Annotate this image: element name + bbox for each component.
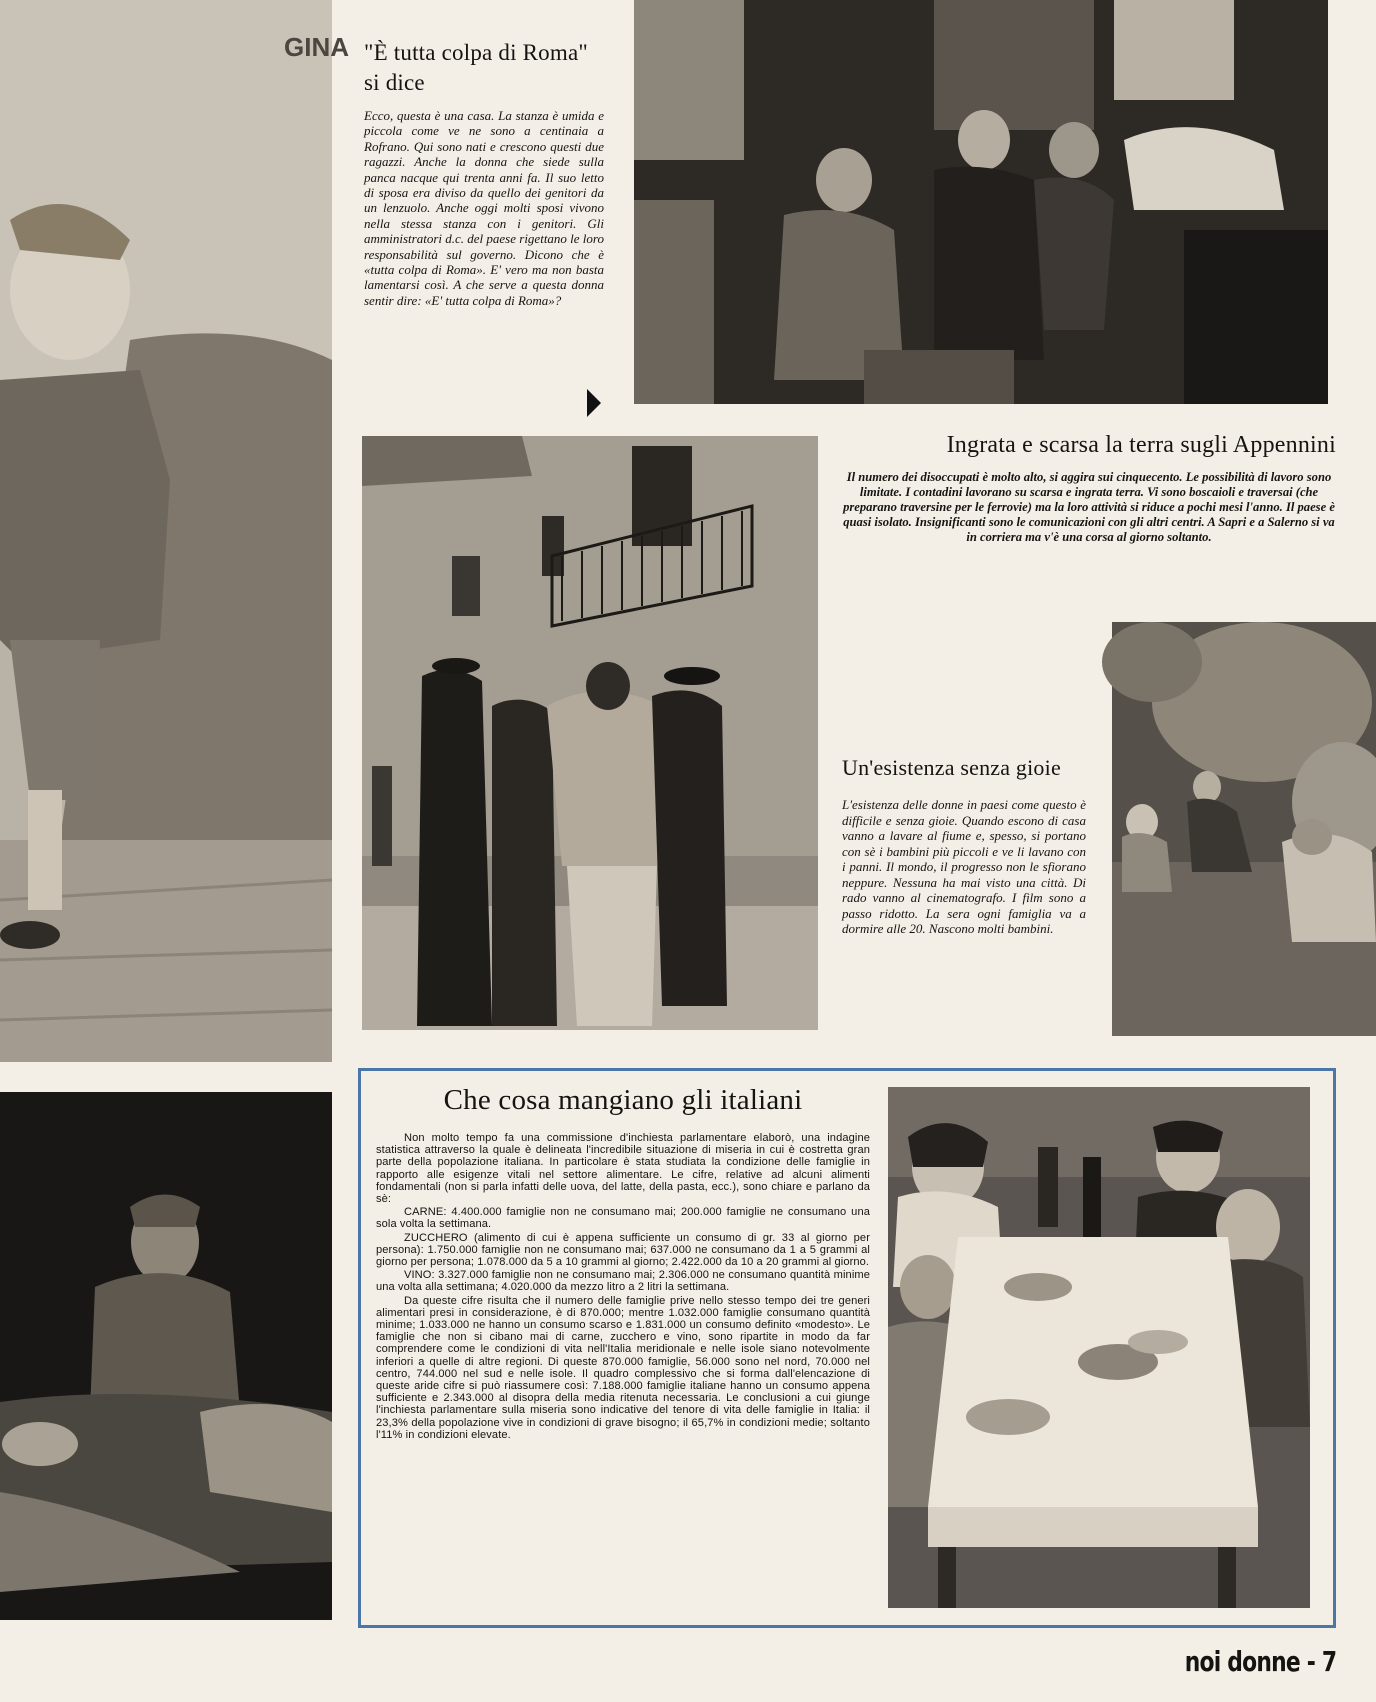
article-food-paragraph-intro: Non molto tempo fa una commissione d'inchiesta parlamentare elaborò, una indagine statistica attraverso la quale è delineata l'incredibile situazione di miseria in cui è costretta gran parte della popolazione italiana. In particolare è stata studiata la condizione delle famiglie in rapporto alle esigenze vitali nel settore alimentare. Le cifre, relative ad alcuni alimenti fondamentali (non si parla infatti delle uova, del latte, della pasta, ecc.), sono chiare e parlano da sè: [376,1132,870,1206]
article-food-paragraph-carne: CARNE: 4.400.000 famiglie non ne consumano mai; 200.000 famiglie ne consumano una sola volta la settimana. [376,1206,870,1231]
article-food-paragraph-zucchero: ZUCCHERO (alimento di cui è appena sufficiente un consumo di gr. 33 al giorno per persona): 1.750.000 famiglie non ne consumano mai; 637.000 ne consumano da 1 a 5 grammi al giorno per persona; 1.078.000 da 5 a 10 grammi al giorno; 2.422.000 da 10 a 20 grammi al giorno. [376,1231,870,1269]
article-food-title: Che cosa mangiano gli italiani [443,1084,803,1116]
wall-graffiti-text: GINA [284,32,349,62]
article-esistenza-body: L'esistenza delle donne in paesi come questo è difficile e senza gioie. Quando escono di casa vanno a lavare al fiume e, spesso, si portano con sè i bambini più piccoli e ve li lavano con i panni. Il mondo, il progresso non le sfiorano neppure. Nessuna ha mai visto una città. Di rado vanno al cinematografo. I film sono a passo ridotto. La sera ogni famiglia va a dormire alle 20. Nascono molti bambini. [842,797,1086,936]
photo-family-interior [634,0,1328,404]
article-food [376,1080,870,1441]
article-terra-body: Il numero dei disoccupati è molto alto, si aggira sui cinquecento. Le possibilità di lavoro sono limitate. I contadini lavorano su scarsa e ingrata terra. Vi sono boscaioli e traversai (che preparano traversine per le ferrovie) ma la loro attività si riduce a pochi mesi l'anno. Il paese è quasi isolato. Insignificanti sono le comunicazioni con gli altri centri. A Sapri e a Salerno si va in corriera ma v'è una corsa al giorno soltanto. [843,470,1335,544]
photo-child-in-dark-room [0,1092,332,1620]
article-roma-body: Ecco, questa è una casa. La stanza è umida e piccola come ve ne sono a centinaia a Rofrano. Qui sono nati e crescono questi due ragazzi. Anche la donna che siede sulla panca nacque qui trenta anni fa. Il suo letto di sposa era diviso da quello dei genitori da un lenzuolo. Anche oggi molti sposi vivono nella stessa stanza con i genitori. Gli amministratori d.c. del paese rigettano le loro responsabilità sul governo. Dicono che è «tutta colpa di Roma». E' vero ma non basta lamentarsi così. A che serve a questa donna sentir dire: «E' tutta colpa di Roma»? [364,108,604,308]
photo-women-at-river [1112,622,1376,1036]
article-terra [842,430,1336,545]
article-esistenza-title: Un'esistenza senza gioie [842,755,1061,780]
article-food-paragraph-vino: VINO: 3.327.000 famiglie non ne consumano mai; 2.306.000 ne consumano quantità minime una volta alla settimana; 4.020.000 da mezzo litro a 2 litri la settimana. [376,1269,870,1294]
article-roma [364,38,604,308]
photo-men-village-street [362,436,818,1030]
article-terra-title: Ingrata e scarsa la terra sugli Appennini [946,432,1336,458]
article-esistenza [842,752,1086,937]
article-roma-title: "È tutta colpa di Roma" si dice [364,40,588,95]
article-food-paragraph-conclusion: Da queste cifre risulta che il numero delle famiglie prive nello stesso tempo dei tre generi alimentari presi in considerazione, è di 870.000; mentre 1.032.000 famiglie consumano quantità minime; 1.033.000 ne hanno un consumo scarso e 1.831.000 un consumo definito «modesto». Le famiglie che non si cibano mai di carne, zucchero e vino, sono ripartite in modo da far comprendere come le condizioni di vita nell'Italia meridionale e nelle isole siano notevolmente inferiori a quelle di altre regioni. Di queste 870.000 famiglie, 56.000 sono nel nord, 70.000 nel centro, 744.000 nel sud e nelle isole. Il quadro complessivo che si forma dall'elencazione di queste aride cifre si può riassumere così: 7.188.000 famiglie italiane hanno un consumo appena sufficiente e 2.343.000 al disopra della media ritenuta necessaria. Le conclusioni a cui giunge l'inchiesta parlamentare sulla miseria sono indicative del tenore di vita delle famiglie in Italia: il 23,3% della popolazione vive in condizioni di grave bisogno; il 65,7% in condizioni medie; soltanto l'11% in condizioni elevate. [376,1294,870,1441]
footer-magazine-page-number: noi donne - 7 [1184,1645,1336,1678]
continue-arrow-icon [587,389,601,417]
photo-people-eating-at-table [888,1087,1310,1608]
photo-boy-against-wall [0,0,349,1062]
